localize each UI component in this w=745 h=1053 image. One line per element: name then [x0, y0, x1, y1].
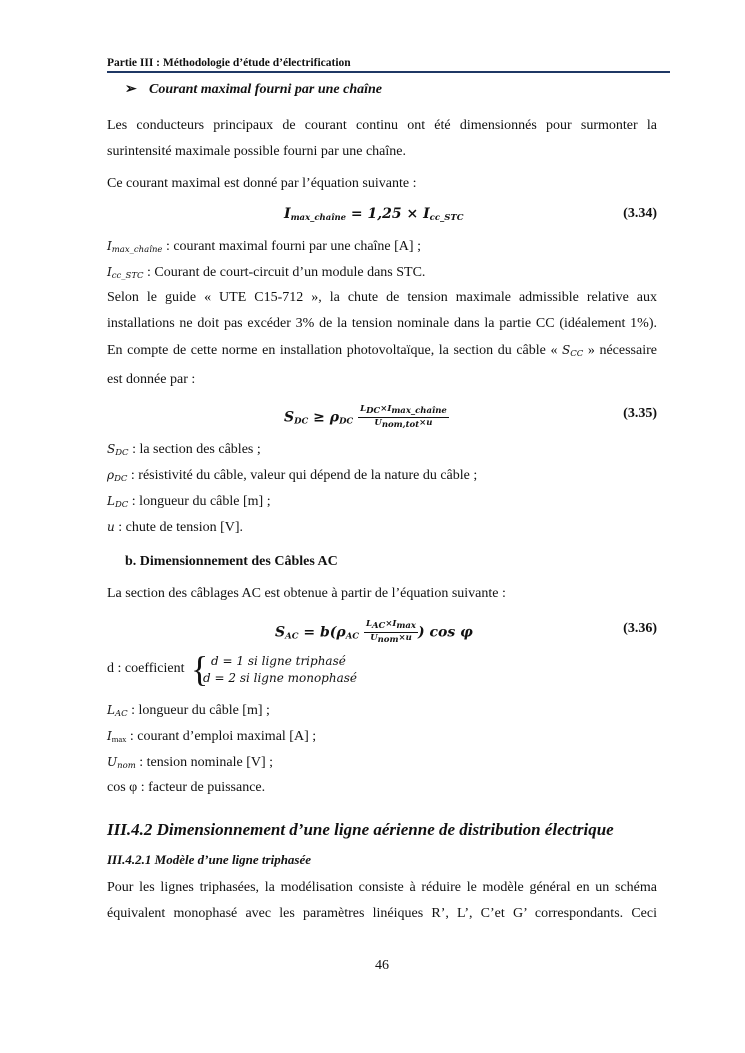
equation-intro-line: Ce courant maximal est donné par l’équation suivante : [107, 176, 417, 191]
equation-3-34-expression: $I_{max\_chaîne} = 1,25 \times I_{cc\_STC}$ [284, 206, 464, 223]
closing-paragraph: Pour les lignes triphasées, la modélisation consiste à réduire le modèle général en un schéma équivalent monophasé avec les paramètres linéiques R’, L’, C’et G’ correspondants. Ceci [107, 880, 657, 921]
definition-imax-chaine: $I_{max\_chaîne}$ : courant maximal fourni par une chaîne [A] ; [107, 239, 421, 255]
definition-imax: $I_{max}$ : courant d’emploi maximal [A] ; [107, 729, 317, 744]
ac-intro-line: La section des câblages AC est obtenue à partir de l’équation suivante : [107, 586, 506, 601]
equation-number: (3.34) [623, 206, 657, 221]
equation-number: (3.36) [623, 621, 657, 636]
equation-number: (3.35) [623, 406, 657, 421]
ute-paragraph: Selon le guide « UTE C15-712 », la chute de tension maximale admissible relative aux installations ne doit pas excéder 3% de la tension nominale dans la partie CC (idéalement 1%). En compte de cette norme en installation photovoltaïque, la section du câble « $S_{CC}$ » nécessaire est donnée par : [107, 290, 657, 387]
definition-lac: $L_{AC}$ : longueur du câble [m] ; [107, 703, 270, 719]
running-header: Partie III : Méthodologie d’étude d’électrification [107, 57, 670, 73]
coefficient-label: d : coefficient [107, 661, 185, 676]
definition-sdc: $S_{DC}$ : la section des câbles ; [107, 442, 261, 458]
equation-3-34 [107, 206, 657, 236]
bullet-heading-text: Courant maximal fourni par une chaîne [149, 82, 383, 97]
equation-3-36-expression: $S_{AC} = b(\rho_{AC}$ $\frac{\text{LAC×Imax}}{\text{Unom×u}}$ ) cos φ [275, 619, 473, 645]
coefficient-cases [107, 651, 657, 691]
definition-ldc: $L_{DC}$ : longueur du câble [m] ; [107, 494, 271, 510]
equation-3-36 [107, 613, 657, 649]
definition-icc-stc: $I_{cc\_STC}$ : Courant de court-circuit d’un module dans STC. [107, 265, 426, 281]
intro-paragraph: Les conducteurs principaux de courant continu ont été dimensionnés pour surmonter la surintensité maximale possible fourni par une chaîne. [107, 118, 657, 159]
equation-3-35-expression: $S_{DC} \ge \rho_{DC}$ $\frac{\text{LDC×Imax\_chaîne}}{\text{Unom,tot×u}}$ [284, 404, 447, 430]
subheading-cables-ac: b. Dimensionnement des Câbles AC [125, 554, 338, 569]
fraction: $\frac{\text{LAC×Imax}}{\text{Unom×u}}$ [365, 619, 416, 645]
section-heading: III.4.2 Dimensionnement d’une ligne aérienne de distribution électrique [107, 820, 614, 839]
page-number: 46 [375, 958, 389, 973]
definition-u: u : chute de tension [V]. [107, 520, 244, 535]
definition-cos-phi: cos φ : facteur de puissance. [107, 780, 266, 795]
equation-3-35 [107, 398, 657, 434]
arrow-bullet-icon: ➢ [125, 82, 137, 97]
bullet-heading [125, 77, 675, 103]
fraction: $\frac{\text{LDC×Imax\_chaîne}}{\text{Unom,tot×u}}$ [360, 404, 447, 430]
left-brace: { [191, 649, 209, 689]
definition-rho-dc: $\rho_{DC}$ : résistivité du câble, valeur qui dépend de la nature du câble ; [107, 468, 478, 484]
case-lines: d = 1 si ligne triphasé d = 2 si ligne monophasé [203, 654, 358, 685]
definition-unom: $U_{nom}$ : tension nominale [V] ; [107, 755, 274, 771]
subsection-heading: III.4.2.1 Modèle d’une ligne triphasée [107, 852, 312, 867]
